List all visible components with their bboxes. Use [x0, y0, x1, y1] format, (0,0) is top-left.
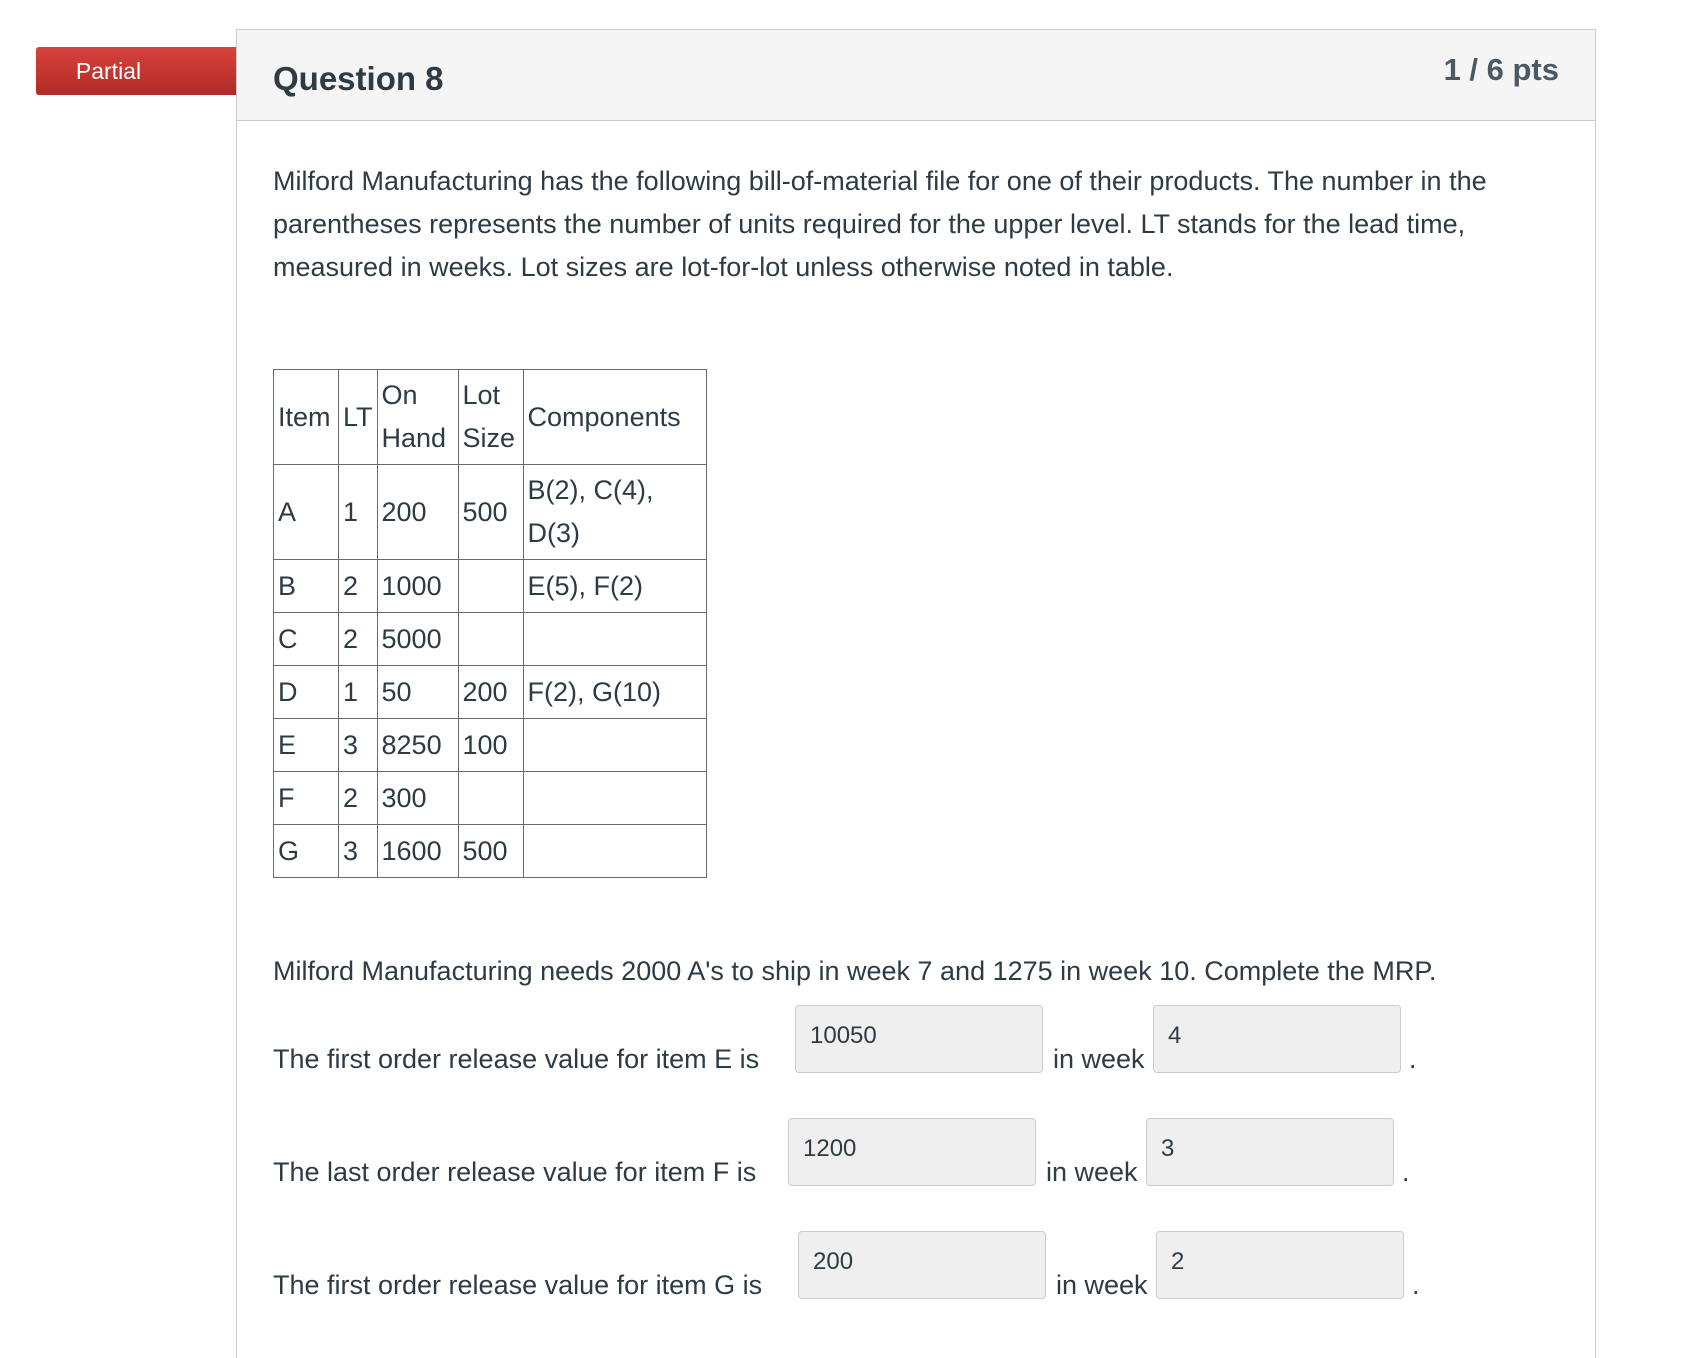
cell-on-hand: 200	[377, 465, 458, 560]
answer-week-field[interactable]: 4	[1153, 1005, 1401, 1073]
cell-item: C	[274, 613, 339, 666]
cell-components-line1: B(2), C(4),	[527, 475, 654, 505]
question-points: 1 / 6 pts	[1443, 52, 1559, 87]
cell-lot-size: 500	[458, 465, 523, 560]
cell-lt: 2	[339, 613, 378, 666]
cell-components	[523, 613, 706, 666]
cell-components-line2: D(3)	[527, 518, 581, 548]
cell-item: F	[274, 772, 339, 825]
cell-lot-size	[458, 560, 523, 613]
cell-lt: 2	[339, 772, 378, 825]
cell-on-hand: 5000	[377, 613, 458, 666]
cell-components: F(2), G(10)	[523, 666, 706, 719]
cell-lt: 1	[339, 465, 378, 560]
question-header	[237, 30, 1595, 121]
table-row	[274, 772, 707, 825]
cell-on-hand: 8250	[377, 719, 458, 772]
cell-lt: 1	[339, 666, 378, 719]
cell-components	[523, 465, 706, 560]
question-intro: Milford Manufacturing has the following bill-of-material file for one of their products. The number in the parentheses represents the number of units required for the upper level. LT stands for the lead time, measured in weeks. Lot sizes are lot-for-lot unless otherwise noted in table.	[273, 166, 1487, 282]
header-lot-size-line2: Size	[462, 423, 516, 453]
cell-lt: 2	[339, 560, 378, 613]
cell-item: D	[274, 666, 339, 719]
answer-value-field[interactable]: 10050	[795, 1005, 1043, 1073]
table-row	[274, 560, 707, 613]
answer-week-field[interactable]: 2	[1156, 1231, 1404, 1299]
week-label: in week	[1046, 1157, 1138, 1187]
table-row	[274, 666, 707, 719]
question-title: Question 8	[273, 60, 444, 97]
answer-prompt: The last order release value for item F is	[273, 1157, 757, 1187]
answer-value-field[interactable]: 1200	[788, 1118, 1036, 1186]
header-on-hand-line1: On	[381, 380, 418, 410]
partial-badge	[36, 47, 244, 95]
question-card	[236, 29, 1596, 1358]
answer-period: .	[1409, 1044, 1417, 1074]
header-lot-size-line1: Lot	[462, 380, 501, 410]
cell-lt: 3	[339, 719, 378, 772]
table-row	[274, 825, 707, 878]
cell-components: E(5), F(2)	[523, 560, 706, 613]
cell-item: G	[274, 825, 339, 878]
header-on-hand-line2: Hand	[381, 423, 447, 453]
table-row	[274, 465, 707, 560]
answer-value-field[interactable]: 200	[798, 1231, 1046, 1299]
table-row	[274, 719, 707, 772]
badge-label: Partial	[75, 58, 142, 84]
answer-period: .	[1412, 1270, 1420, 1300]
answer-period: .	[1402, 1157, 1410, 1187]
answer-prompt: The first order release value for item G is	[273, 1270, 763, 1300]
cell-on-hand: 1600	[377, 825, 458, 878]
cell-on-hand: 1000	[377, 560, 458, 613]
cell-lt: 3	[339, 825, 378, 878]
cell-lot-size: 200	[458, 666, 523, 719]
answer-prompt: The first order release value for item E is	[273, 1044, 760, 1074]
question-demand: Milford Manufacturing needs 2000 A's to ship in week 7 and 1275 in week 10. Complete the MRP.	[273, 956, 1437, 986]
header-lt: LT	[339, 370, 378, 465]
cell-lot-size	[458, 613, 523, 666]
header-components: Components	[523, 370, 706, 465]
cell-item: E	[274, 719, 339, 772]
cell-components	[523, 772, 706, 825]
cell-lot-size: 500	[458, 825, 523, 878]
cell-components	[523, 719, 706, 772]
answer-week-field[interactable]: 3	[1146, 1118, 1394, 1186]
cell-lot-size: 100	[458, 719, 523, 772]
header-on-hand	[377, 370, 458, 465]
bom-table	[273, 369, 707, 878]
cell-components	[523, 825, 706, 878]
table-header-row	[274, 370, 707, 465]
table-row	[274, 613, 707, 666]
week-label: in week	[1053, 1044, 1145, 1074]
cell-lot-size	[458, 772, 523, 825]
cell-on-hand: 50	[377, 666, 458, 719]
cell-item: A	[274, 465, 339, 560]
week-label: in week	[1056, 1270, 1148, 1300]
header-item: Item	[274, 370, 339, 465]
cell-on-hand: 300	[377, 772, 458, 825]
cell-item: B	[274, 560, 339, 613]
header-lot-size	[458, 370, 523, 465]
